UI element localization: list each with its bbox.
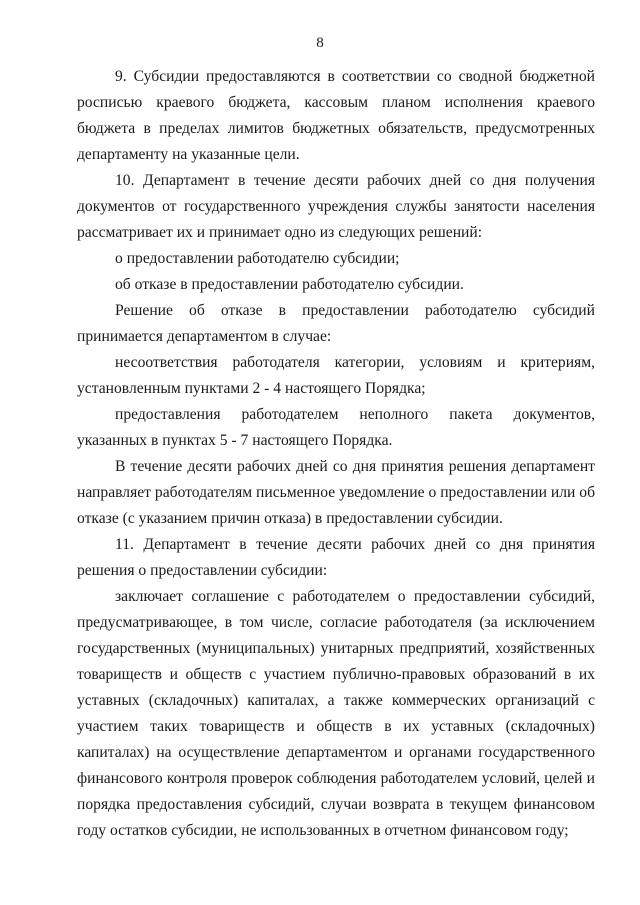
paragraph-11-clause: 11. Департамент в течение десяти рабочих дней со дня принятия решения о предоставлении субсидии:	[77, 536, 595, 579]
paragraph-10-clause: 10. Департамент в течение десяти рабочих дней со дня получения документов от государственного учреждения службы занятости населения рассматривает их и принимает одно из следующих решений:	[77, 172, 595, 241]
decision-option-grant: о предоставлении работодателю субсидии;	[115, 250, 400, 267]
refusal-condition-criteria: несоответствия работодателя категории, условиям и критериям, установленным пунктами 2 - 4 настоящего Порядка;	[77, 354, 595, 397]
refusal-condition-documents: предоставления работодателем неполного пакета документов, указанных в пунктах 5 - 7 настоящего Порядка.	[77, 406, 595, 449]
document-body	[77, 64, 595, 844]
decision-option-refuse: об отказе в предоставлении работодателю субсидии.	[115, 276, 464, 293]
page-number: 8	[316, 35, 324, 51]
agreement-paragraph: заключает соглашение с работодателем о предоставлении субсидий, предусматривающее, в том числе, согласие работодателя (за исключением государственных (муниципальных) унитарных предприятий, хозяйственных товариществ и обществ с участием публично-правовых образований в их уставных (складочных) капиталах, а также коммерческих организаций с участием таких товариществ и обществ в их уставных (складочных) капиталах) на осуществление департаментом и органами государственного финансового контроля проверок соблюдения работодателем условий, целей и порядка предоставления субсидий, случаи возврата в текущем финансовом году остатков субсидии, не использованных в отчетном финансовом году;	[77, 588, 595, 839]
notification-paragraph: В течение десяти рабочих дней со дня принятия решения департамент направляет работодателям письменное уведомление о предоставлении или об отказе (с указанием причин отказа) в предоставлении субсидии.	[77, 458, 595, 527]
paragraph-9-clause: 9. Субсидии предоставляются в соответствии со сводной бюджетной росписью краевого бюджета, кассовым планом исполнения краевого бюджета в пределах лимитов бюджетных обязательств, предусмотренных департаменту на указанные цели.	[77, 68, 595, 163]
refusal-conditions-intro: Решение об отказе в предоставлении работодателю субсидий принимается департаментом в случае:	[77, 302, 595, 345]
